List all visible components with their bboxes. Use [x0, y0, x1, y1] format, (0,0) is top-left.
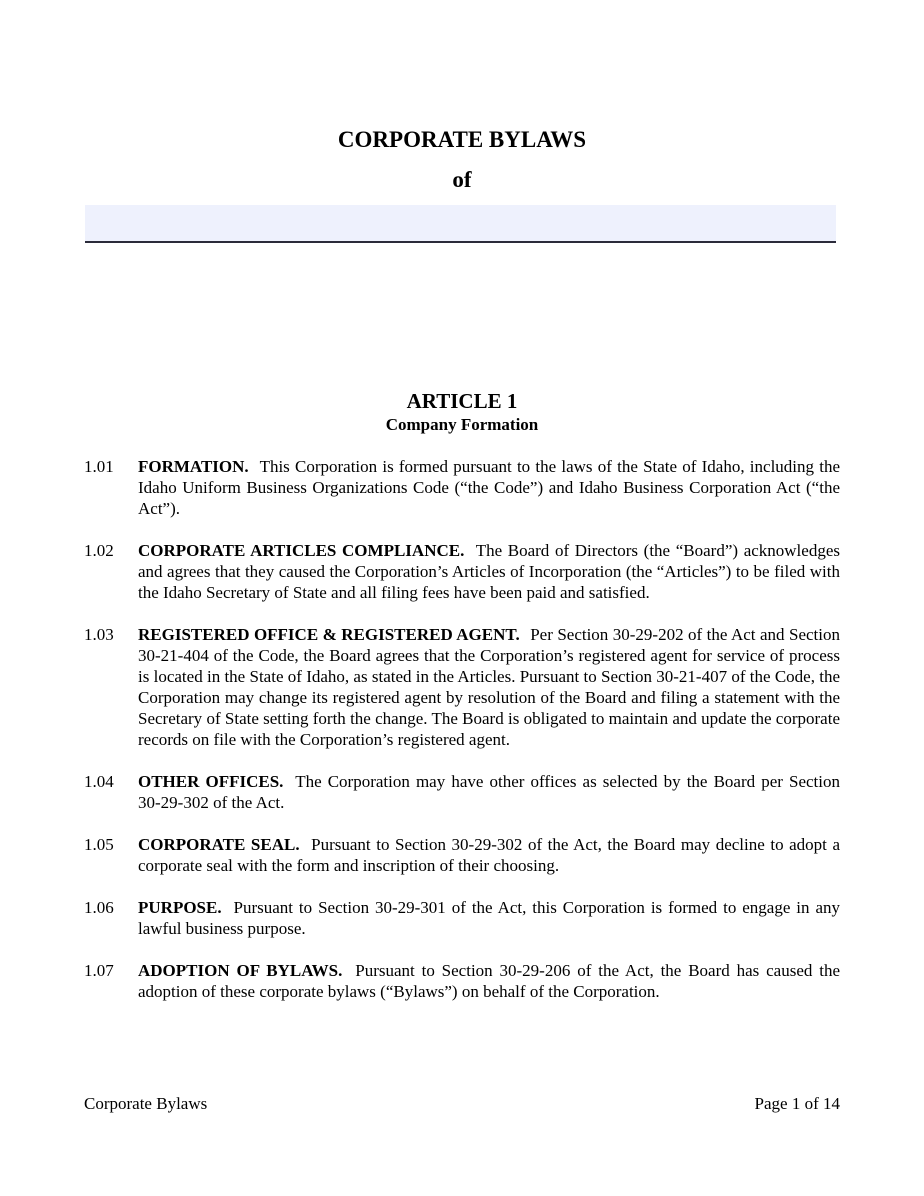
footer-page-number: Page 1 of 14 — [754, 1094, 840, 1113]
section-text: The Board of Directors (the “Board”) acknowledges and agrees that they caused the Corporation’s Articles of Incorporation (the “Articles”) to be filed with the Idaho Secretary of State and all filing fees have been paid and satisfied. — [138, 541, 840, 602]
section-title: OTHER OFFICES. — [138, 772, 284, 791]
section-text: Pursuant to Section 30-29-302 of the Act, the Board may decline to adopt a corporate seal with the form and inscription of their choosing. — [138, 835, 841, 875]
section-text: Pursuant to Section 30-29-206 of the Act, the Board has caused the adoption of these corporate bylaws (“Bylaws”) on behalf of the Corporation. — [138, 961, 840, 1001]
section-title: PURPOSE. — [138, 898, 222, 917]
section-number: 1.02 — [84, 541, 114, 560]
section-1-04 — [84, 771, 840, 813]
section-number: 1.05 — [84, 835, 114, 854]
article-sections — [84, 456, 840, 1023]
section-number: 1.01 — [84, 457, 114, 476]
section-number: 1.07 — [84, 961, 114, 980]
section-body — [138, 771, 840, 813]
article-subheading: Company Formation — [385, 415, 539, 434]
page-footer — [84, 1093, 840, 1114]
section-body — [138, 456, 840, 519]
section-text: This Corporation is formed pursuant to the laws of the State of Idaho, including the Idaho Uniform Business Organizations Code (“the Code”) and Idaho Business Corporation Act (“the Act”). — [138, 457, 840, 518]
document-title-of: of — [452, 167, 472, 192]
section-1-01 — [84, 456, 840, 519]
section-title: ADOPTION OF BYLAWS. — [138, 961, 343, 980]
section-title: FORMATION. — [138, 457, 249, 476]
corporation-name-field[interactable] — [85, 205, 836, 243]
section-1-05 — [84, 834, 840, 876]
section-number: 1.03 — [84, 625, 114, 644]
section-number: 1.04 — [84, 772, 114, 791]
section-text: Per Section 30-29-202 of the Act and Section 30-21-404 of the Code, the Board agrees that the Corporation’s registered agent for service of process is located in the State of Idaho, as stated in the Articles. Pursuant to Section 30-21-407 of the Code, the Corporation may change its registered agent by resolution of the Board and filing a statement with the Secretary of State setting forth the change. The Board is obligated to maintain and update the corporate records on file with the Corporation’s registered agent. — [138, 625, 840, 749]
section-body — [138, 960, 840, 1002]
section-title: CORPORATE ARTICLES COMPLIANCE. — [138, 541, 465, 560]
section-body — [138, 624, 840, 750]
section-1-02 — [84, 540, 840, 603]
section-title: REGISTERED OFFICE & REGISTERED AGENT. — [138, 625, 520, 644]
section-title: CORPORATE SEAL. — [138, 835, 300, 854]
section-1-07 — [84, 960, 840, 1002]
section-number: 1.06 — [84, 898, 114, 917]
section-body — [138, 897, 840, 939]
article-heading: ARTICLE 1 — [406, 389, 518, 413]
section-1-06 — [84, 897, 840, 939]
section-body — [138, 834, 840, 876]
section-text: The Corporation may have other offices as selected by the Board per Section 30-29-302 of the Act. — [138, 772, 840, 812]
section-text: Pursuant to Section 30-29-301 of the Act, this Corporation is formed to engage in any lawful business purpose. — [138, 898, 840, 938]
document-title: CORPORATE BYLAWS — [337, 127, 587, 152]
section-1-03 — [84, 624, 840, 750]
footer-document-name: Corporate Bylaws — [84, 1094, 208, 1113]
section-body — [138, 540, 840, 603]
